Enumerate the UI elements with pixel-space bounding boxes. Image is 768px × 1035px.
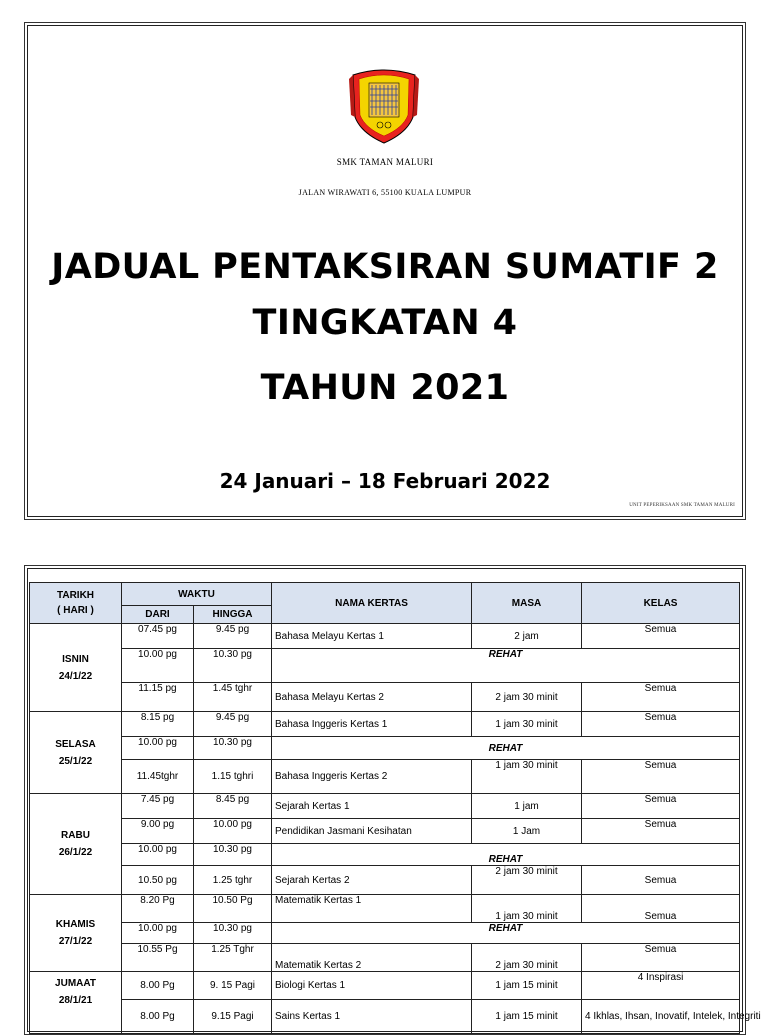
duration: 1 jam 15 minit — [472, 972, 582, 1000]
paper-name: Biologi Kertas 1 — [272, 972, 472, 1000]
time-to: 8.45 pg — [194, 794, 272, 819]
time-from: 07.45 pg — [122, 624, 194, 649]
break-label: REHAT — [272, 649, 740, 683]
time-from: 11.45tghr — [122, 760, 194, 794]
table-row — [30, 923, 740, 944]
day-date: 26/1/22 — [58, 847, 93, 858]
break-label: REHAT — [272, 923, 740, 944]
time-from: 8.20 Pg — [122, 895, 194, 923]
paper-name: Pendidikan Jasmani Kesihatan — [272, 819, 472, 844]
time-to: 9.15 Pagi — [194, 1000, 272, 1034]
time-to: 10.30 pg — [194, 844, 272, 866]
day-cell — [30, 972, 122, 1034]
duration: 1 jam 30 minit — [472, 760, 582, 794]
paper-name: Bahasa Inggeris Kertas 1 — [272, 712, 472, 737]
time-to: 9. 15 Pagi — [194, 972, 272, 1000]
class-group: Semua — [582, 683, 740, 712]
duration: 2 jam 30 minit — [472, 944, 582, 972]
header-nama-kertas: NAMA KERTAS — [272, 583, 472, 624]
header-masa: MASA — [472, 583, 582, 624]
exam-schedule-table — [29, 582, 761, 1034]
time-to: 1.45 tghr — [194, 683, 272, 712]
title-line-2: TINGKATAN 4 — [252, 303, 518, 343]
paper-name: Bahasa Melayu Kertas 1 — [272, 624, 472, 649]
day-name: KHAMIS — [55, 919, 96, 930]
time-from: 9.00 pg — [122, 819, 194, 844]
paper-name: Bahasa Inggeris Kertas 2 — [272, 760, 472, 794]
break-label: REHAT — [272, 844, 740, 866]
school-name: SMK TAMAN MALURI — [336, 157, 434, 167]
time-from: 10.00 pg — [122, 923, 194, 944]
day-cell — [30, 624, 122, 712]
school-address: JALAN WIRAWATI 6, 55100 KUALA LUMPUR — [298, 188, 472, 197]
time-from: 8.00 Pg — [122, 1000, 194, 1034]
class-group: 4 Ikhlas, Ihsan, Inovatif, Intelek, Integriti — [582, 1000, 740, 1034]
day-date: 27/1/22 — [58, 936, 93, 947]
day-cell — [30, 895, 122, 972]
table-row — [30, 1000, 740, 1034]
header-tarikh — [30, 583, 122, 624]
table-row — [30, 624, 740, 649]
class-group: Semua — [582, 794, 740, 819]
time-to: 1.25 Tghr — [194, 944, 272, 972]
table-row — [30, 737, 740, 760]
time-from: 11.15 pg — [122, 683, 194, 712]
class-group: Semua — [582, 760, 740, 794]
time-to: 9.45 pg — [194, 712, 272, 737]
paper-name: Sejarah Kertas 1 — [272, 794, 472, 819]
duration: 2 jam — [472, 624, 582, 649]
table-row — [30, 683, 740, 712]
time-from: 10.00 pg — [122, 737, 194, 760]
time-from: 10.50 pg — [122, 866, 194, 895]
header-hari-label: ( HARI ) — [57, 605, 94, 616]
duration: 1 jam — [472, 794, 582, 819]
time-from: 8.00 Pg — [122, 972, 194, 1000]
paper-name: Matematik Kertas 2 — [272, 944, 472, 972]
table-row — [30, 819, 740, 844]
exam-date-range: 24 Januari – 18 Februari 2022 — [219, 469, 551, 493]
header-hingga: HINGGA — [194, 606, 272, 624]
time-to: 1.25 tghr — [194, 866, 272, 895]
table-row — [30, 794, 740, 819]
class-group: Semua — [582, 866, 740, 895]
duration: 1 jam 15 minit — [472, 1000, 582, 1034]
day-name: ISNIN — [62, 653, 89, 665]
schedule-page — [24, 565, 761, 1035]
class-group: 4 Inspirasi — [582, 972, 740, 1000]
time-to: 10.00 pg — [194, 819, 272, 844]
class-group: Semua — [582, 819, 740, 844]
paper-name: Bahasa Melayu Kertas 2 — [272, 683, 472, 712]
table-row — [30, 712, 740, 737]
time-from: 8.15 pg — [122, 712, 194, 737]
table-row — [30, 760, 740, 794]
class-group: Semua — [582, 944, 740, 972]
header-waktu: WAKTU — [122, 583, 272, 606]
title-line-1: JADUAL PENTAKSIRAN SUMATIF 2 — [51, 247, 719, 287]
header-tarikh-label: TARIKH — [56, 590, 95, 601]
table-row — [30, 972, 740, 1000]
time-to: 10.30 pg — [194, 923, 272, 944]
day-date: 25/1/22 — [58, 755, 93, 767]
paper-name: Matematik Kertas 1 — [272, 895, 472, 923]
duration: 1 jam 30 minit — [472, 712, 582, 737]
time-to: 10.50 Pg — [194, 895, 272, 923]
duration: 1 Jam — [472, 819, 582, 844]
break-label: REHAT — [272, 737, 740, 760]
table-row — [30, 866, 740, 895]
cover-page — [24, 22, 746, 520]
day-name: RABU — [61, 830, 90, 841]
time-to: 10.30 pg — [194, 737, 272, 760]
day-cell — [30, 794, 122, 895]
table-row — [30, 649, 740, 683]
day-date: 24/1/22 — [58, 670, 93, 682]
unit-note: UNIT PEPERIKSAAN SMK TAMAN MALURI — [629, 503, 735, 508]
time-to: 9.45 pg — [194, 624, 272, 649]
table-row — [30, 844, 740, 866]
duration: 2 jam 30 minit — [472, 683, 582, 712]
class-group: Semua — [582, 712, 740, 737]
time-from: 10.55 Pg — [122, 944, 194, 972]
header-dari: DARI — [122, 606, 194, 624]
school-crest-icon — [347, 65, 421, 145]
time-to: 1.15 tghri — [194, 760, 272, 794]
time-to: 10.30 pg — [194, 649, 272, 683]
title-line-3: TAHUN 2021 — [260, 368, 510, 408]
time-from: 10.00 pg — [122, 844, 194, 866]
day-cell — [30, 712, 122, 794]
paper-name: Sejarah Kertas 2 — [272, 866, 472, 895]
paper-name: Sains Kertas 1 — [272, 1000, 472, 1034]
time-from: 7.45 pg — [122, 794, 194, 819]
day-name: SELASA — [55, 738, 96, 750]
header-kelas: KELAS — [582, 583, 740, 624]
class-group: Semua — [582, 895, 740, 923]
duration: 1 jam 30 minit — [472, 895, 582, 923]
duration: 2 jam 30 minit — [472, 866, 582, 895]
class-group: Semua — [582, 624, 740, 649]
table-row — [30, 895, 740, 923]
day-name: JUMAAT — [55, 978, 96, 989]
time-from: 10.00 pg — [122, 649, 194, 683]
day-date: 28/1/21 — [58, 995, 93, 1006]
table-row — [30, 944, 740, 972]
